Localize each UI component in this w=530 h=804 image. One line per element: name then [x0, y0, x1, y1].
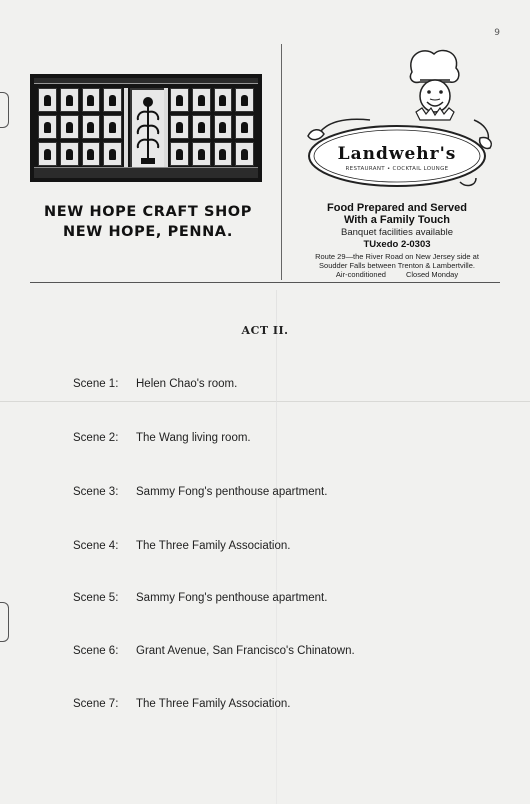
restaurant-phone: TUxedo 2-0303: [363, 239, 431, 250]
scene-description: Sammy Fong's penthouse apartment.: [136, 592, 328, 604]
scene-item: [73, 645, 355, 657]
scene-item: [73, 540, 290, 552]
scene-label: Scene 1:: [73, 378, 119, 390]
binding-mark: [0, 92, 9, 128]
scene-description: Helen Chao's room.: [136, 378, 238, 390]
scene-label: Scene 3:: [73, 486, 119, 498]
ad-divider: [30, 282, 500, 283]
restaurant-subtitle: RESTAURANT • COCKTAIL LOUNGE: [345, 166, 449, 172]
scene-item: [73, 432, 251, 444]
restaurant-name: Landwehr's: [337, 144, 457, 164]
craft-shop-name: [30, 202, 266, 242]
scene-label: Scene 2:: [73, 432, 119, 444]
scene-item: [73, 698, 290, 710]
craft-shop-storefront-illustration: [30, 74, 262, 182]
binding-mark: [0, 602, 9, 642]
restaurant-tagline-line: Food Prepared and Served: [327, 202, 467, 214]
restaurant-closed-day: Closed Monday: [405, 270, 459, 279]
restaurant-directions: [290, 252, 504, 270]
fold-crease: [0, 401, 530, 402]
restaurant-directions-line: Route 29—the River Road on New Jersey side at: [315, 252, 479, 261]
restaurant-footer: [290, 270, 504, 279]
restaurant-banquet-info: Banquet facilities available: [341, 227, 453, 238]
scene-description: Sammy Fong's penthouse apartment.: [136, 486, 328, 498]
restaurant-tagline-line: With a Family Touch: [343, 214, 451, 226]
craft-shop-name-line: NEW HOPE CRAFT SHOP: [44, 204, 252, 220]
door-tree-ornament: [130, 88, 166, 170]
restaurant-logo: [290, 44, 504, 194]
scene-description: The Three Family Association.: [136, 698, 291, 710]
restaurant-directions-line: Soudder Falls between Trenton & Lambertville.: [319, 261, 475, 270]
scene-item: [73, 378, 237, 390]
scene-label: Scene 7:: [73, 698, 119, 710]
craft-shop-ad: [30, 74, 266, 242]
act-heading: ACT II.: [241, 324, 289, 337]
scene-label: Scene 6:: [73, 645, 119, 657]
scene-description: The Wang living room.: [136, 432, 251, 444]
ad-divider: [281, 44, 282, 280]
scene-item: [73, 486, 327, 498]
scene-label: Scene 4:: [73, 540, 119, 552]
scene-description: Grant Avenue, San Francisco's Chinatown.: [136, 645, 355, 657]
restaurant-amenity: Air-conditioned: [335, 270, 386, 279]
scene-item: [73, 592, 327, 604]
restaurant-ad: [290, 44, 504, 279]
scene-description: The Three Family Association.: [136, 540, 291, 552]
restaurant-tagline: [290, 202, 504, 226]
page-number: 9: [494, 28, 500, 38]
scene-label: Scene 5:: [73, 592, 119, 604]
craft-shop-location-line: NEW HOPE, PENNA.: [62, 224, 234, 240]
